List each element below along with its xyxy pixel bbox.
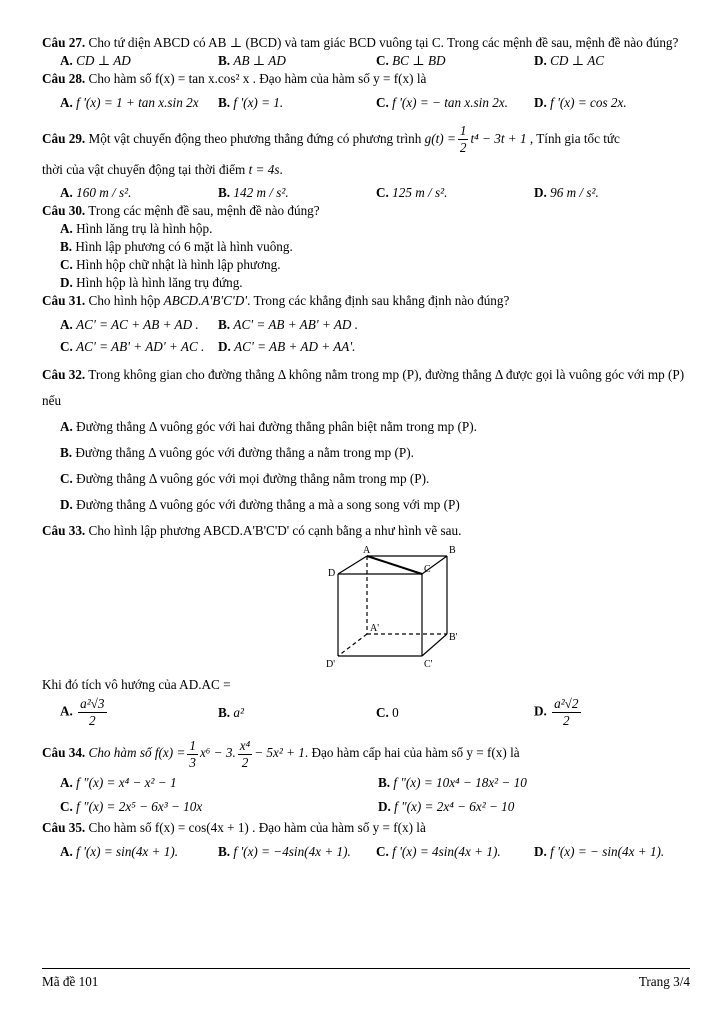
question-33-prompt: Khi đó tích vô hướng của AD.AC = bbox=[42, 677, 231, 693]
option-c[interactable]: C. f '(x) = 4sin(4x + 1). bbox=[376, 844, 501, 860]
question-text: Trong không gian cho đường thẳng Δ không nằm trong mp (P), đường thẳng Δ được gọi là vuông góc với mp (P) nếu bbox=[42, 367, 685, 409]
exam-page bbox=[42, 34, 692, 861]
options-28 bbox=[60, 94, 692, 112]
option-c[interactable]: C. Hình hộp chữ nhật là hình lập phương. bbox=[60, 257, 281, 273]
option-b[interactable]: B. a² bbox=[218, 704, 244, 720]
question-number: Câu 31. bbox=[42, 293, 86, 309]
label-d-prime: D' bbox=[326, 659, 336, 671]
question-number: Câu 27. bbox=[42, 35, 86, 50]
question-text: Cho hàm số f(x) = cos(4x + 1) . Đạo hàm của hàm số y = f(x) là bbox=[88, 820, 426, 836]
label-c-prime: C' bbox=[424, 659, 433, 671]
option-b[interactable]: B. f '(x) = 1. bbox=[218, 95, 284, 110]
options-34-row2 bbox=[60, 795, 692, 819]
option-a[interactable]: A. $\frac{\text{a²√3}}{2}$ bbox=[60, 696, 105, 729]
question-number: Câu 32. bbox=[42, 367, 86, 383]
option-b[interactable]: B. f '(x) = −4sin(4x + 1). bbox=[218, 844, 351, 860]
question-30 bbox=[42, 202, 692, 220]
options-27 bbox=[60, 52, 692, 70]
option-c[interactable]: C. BC ⊥ BD bbox=[376, 53, 446, 68]
option-d[interactable]: D. CD ⊥ AC bbox=[534, 53, 605, 68]
option-c[interactable]: C. Đường thẳng Δ vuông góc với mọi đường thẳng nằm trong mp (P). bbox=[60, 471, 430, 487]
question-34: Câu 34. Cho hàm số f(x) = $\frac{1}{3}$ x⁶ − 3. $\frac{\text{x⁴}}{2}$ − 5x² + 1. Đạo hàm cấp hai của hàm số y = f(x) là bbox=[42, 737, 520, 770]
edge-cb-bottom bbox=[422, 634, 447, 656]
label-b: B bbox=[449, 545, 456, 557]
option-d[interactable]: D. f "(x) = 2x⁴ − 6x² − 10 bbox=[378, 799, 515, 815]
label-c: C bbox=[424, 564, 431, 576]
option-b[interactable]: B. Hình lập phương có 6 mặt là hình vuông. bbox=[60, 239, 293, 255]
option-c[interactable]: C. f '(x) = − tan x.sin 2x. bbox=[376, 95, 508, 110]
question-text: Cho hàm số f(x) = tan x.cos² x . Đạo hàm của hàm số y = f(x) là bbox=[88, 71, 427, 86]
option-d[interactable]: D. Đường thẳng Δ vuông góc với đường thẳng a mà a song song với mp (P) bbox=[60, 497, 460, 513]
option-d[interactable]: D. $\frac{\text{a²√2}}{2}$ bbox=[534, 696, 579, 729]
question-33 bbox=[42, 522, 692, 540]
question-31: Câu 31. Cho hình hộp ABCD.A'B'C'D'. Trong các khẳng định sau khẳng định nào đúng? bbox=[42, 293, 510, 309]
option-d[interactable]: D. f '(x) = − sin(4x + 1). bbox=[534, 844, 665, 860]
question-text: Cho hình lập phương ABCD.A'B'C'D' có cạnh bằng a như hình vẽ sau. bbox=[88, 523, 462, 539]
options-29 bbox=[60, 184, 692, 202]
label-a: A bbox=[363, 545, 371, 557]
option-d[interactable]: D. AC' = AB + AD + AA'. bbox=[218, 339, 356, 355]
option-b[interactable]: B. f "(x) = 10x⁴ − 18x² − 10 bbox=[378, 775, 527, 791]
option-a[interactable]: A. AC' = AC + AB + AD . bbox=[60, 317, 199, 333]
option-b[interactable]: B. 142 m / s². bbox=[218, 185, 289, 201]
cube-figure bbox=[322, 544, 462, 672]
label-d: D bbox=[328, 568, 336, 580]
option-a[interactable]: A. Đường thẳng Δ vuông góc với hai đường thẳng phân biệt nằm trong mp (P). bbox=[60, 419, 477, 435]
page-footer bbox=[42, 968, 690, 990]
exam-code: Mã đề 101 bbox=[42, 974, 99, 989]
option-d[interactable]: D. Hình hộp là hình lăng trụ đứng. bbox=[60, 275, 243, 291]
edge-ad bbox=[338, 556, 367, 574]
question-number: Câu 35. bbox=[42, 820, 86, 836]
question-27 bbox=[42, 34, 692, 52]
label-a-prime: A' bbox=[370, 623, 380, 635]
options-31-row2 bbox=[60, 338, 692, 356]
option-c[interactable]: C. f "(x) = 2x⁵ − 6x³ − 10x bbox=[60, 799, 203, 815]
option-b[interactable]: B. AC' = AB + AB' + AD . bbox=[218, 317, 359, 333]
option-a[interactable]: A. Hình lăng trụ là hình hộp. bbox=[60, 221, 213, 237]
question-29-cont: thời của vật chuyển động tại thời điểm t = 4s. bbox=[42, 162, 283, 178]
option-a[interactable]: A. f '(x) = 1 + tan x.sin 2x bbox=[60, 95, 199, 110]
option-c[interactable]: C. AC' = AB' + AD' + AC . bbox=[60, 339, 205, 355]
question-text: Trong các mệnh đề sau, mệnh đề nào đúng? bbox=[88, 203, 320, 219]
question-32 bbox=[42, 362, 692, 414]
option-b[interactable]: B. AB ⊥ AD bbox=[218, 53, 286, 68]
options-31-row1 bbox=[60, 316, 692, 334]
diagonal-ac bbox=[367, 556, 422, 574]
option-b[interactable]: B. Đường thẳng Δ vuông góc với đường thẳng a nằm trong mp (P). bbox=[60, 445, 414, 461]
option-a[interactable]: A. 160 m / s². bbox=[60, 185, 132, 201]
question-number: Câu 28. bbox=[42, 71, 86, 86]
option-a[interactable]: A. CD ⊥ AD bbox=[60, 53, 131, 68]
page-number: Trang 3/4 bbox=[638, 974, 690, 989]
option-a[interactable]: A. f "(x) = x⁴ − x² − 1 bbox=[60, 775, 177, 791]
options-33 bbox=[60, 696, 692, 729]
question-35 bbox=[42, 819, 692, 837]
question-number: Câu 34. bbox=[42, 745, 86, 761]
question-number: Câu 33. bbox=[42, 523, 86, 539]
option-d[interactable]: D. 96 m / s². bbox=[534, 185, 599, 201]
option-a[interactable]: A. f '(x) = sin(4x + 1). bbox=[60, 844, 179, 860]
question-28 bbox=[42, 70, 692, 88]
option-c[interactable]: C. 125 m / s². bbox=[376, 185, 448, 201]
options-35 bbox=[60, 843, 692, 861]
option-c[interactable]: C. 0 bbox=[376, 704, 399, 720]
question-text: Một vật chuyển động theo phương thẳng đứng có phương trình bbox=[88, 131, 422, 146]
edge-ad-bottom-hidden bbox=[338, 634, 367, 656]
options-34-row1 bbox=[60, 771, 692, 795]
question-number: Câu 30. bbox=[42, 203, 86, 219]
label-b-prime: B' bbox=[449, 632, 458, 644]
question-29: Câu 29. Một vật chuyển động theo phương thẳng đứng có phương trình g(t) = $\frac{1}{2}$ t⁴ − 3t + 1 , Tính gia tốc tức bbox=[42, 123, 620, 156]
question-number: Câu 29. bbox=[42, 131, 86, 146]
equation: g(t) = $\frac{1}{2}$ t⁴ − 3t + 1 bbox=[424, 123, 527, 156]
option-d[interactable]: D. f '(x) = cos 2x. bbox=[534, 95, 627, 110]
question-text: Cho tứ diện ABCD có AB ⊥ (BCD) và tam giác BCD vuông tại C. Trong các mệnh đề sau, mệnh đề nào đúng? bbox=[88, 35, 679, 50]
